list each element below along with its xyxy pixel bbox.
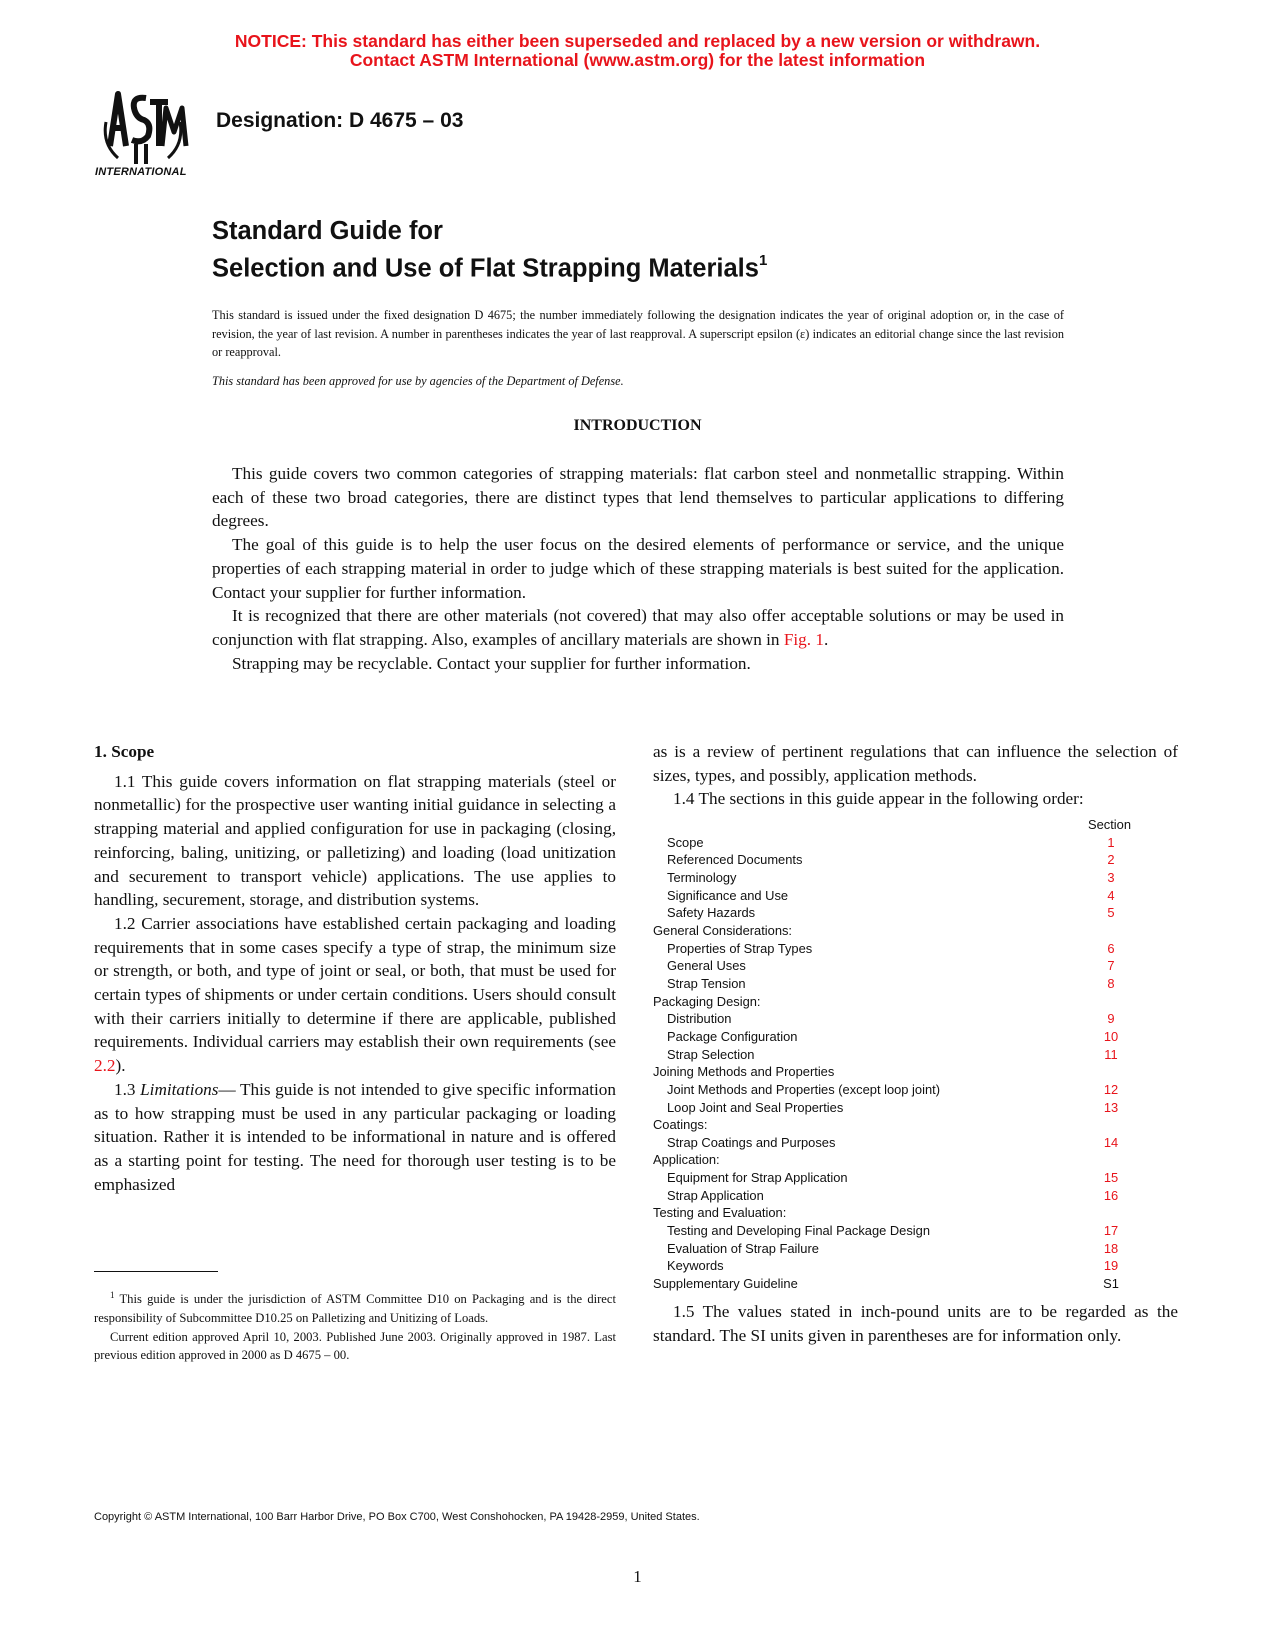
intro-p3-end: .: [823, 629, 829, 649]
intro-p3-text: It is recognized that there are other materials (not covered) that may also offer acceptable solutions or may be used in conjunction with flat strapping. Also, examples of ancillary materials are shown in: [212, 606, 1064, 649]
toc-row: [653, 1134, 1131, 1152]
sections-table: [653, 816, 1131, 1293]
limitations-label: Limitations: [140, 1079, 219, 1099]
toc-row: [653, 1151, 1131, 1169]
section-1-3-num: 1.3: [114, 1079, 141, 1099]
toc-section-link[interactable]: 4: [1107, 887, 1115, 903]
section-1-3-continued: as is a review of pertinent regulations that can influence the selection of sizes, types, and possibly, application methods.: [653, 742, 1178, 785]
toc-row: [653, 1010, 1131, 1028]
intro-paragraph-2: The goal of this guide is to help the user focus on the desired elements of performance or service, and the unique properties of each strapping material in order to judge which of these strapping materials is best suited for the application. Contact your supplier for further information.: [212, 535, 1064, 602]
toc-row: [653, 922, 1131, 940]
title-line-2-text: Selection and Use of Flat Strapping Materials: [212, 254, 759, 283]
toc-label: Application:: [653, 1152, 720, 1168]
toc-row: [653, 851, 1131, 869]
toc-label: Loop Joint and Seal Properties: [667, 1099, 844, 1115]
toc-section-link: [1091, 1116, 1131, 1134]
notice-banner: [0, 32, 1275, 70]
intro-paragraph-4: Strapping may be recyclable. Contact your supplier for further information.: [232, 653, 751, 673]
toc-label: Equipment for Strap Application: [667, 1170, 848, 1186]
right-column-lower: [653, 1300, 1178, 1347]
toc-section-link[interactable]: 6: [1107, 940, 1115, 956]
title-line-2: [212, 247, 767, 285]
section-1-3-text: — This guide is not intended to give specific information as to how strapping must be used in any particular packaging or loading situation. Rather it is intended to be informational in nature and is offered as a starting point for testing. The need for thorough user testing is to be emphasized: [94, 1079, 616, 1194]
toc-label: Scope: [667, 834, 704, 850]
toc-label: Joint Methods and Properties (except loop joint): [667, 1081, 941, 1097]
toc-label: Supplementary Guideline: [653, 1276, 798, 1292]
toc-row: [653, 975, 1131, 993]
logo-wordmark: INTERNATIONAL: [95, 166, 187, 178]
toc-section-link[interactable]: 5: [1107, 905, 1115, 921]
footnote-paragraph-1: [94, 1286, 616, 1328]
toc-label: Strap Application: [667, 1187, 764, 1203]
toc-section-link: S1: [1103, 1276, 1119, 1292]
intro-paragraph-3: [212, 604, 1064, 651]
toc-section-link[interactable]: 15: [1103, 1170, 1119, 1186]
toc-section-link[interactable]: 12: [1103, 1081, 1119, 1097]
toc-rows: [653, 834, 1131, 1293]
toc-label: Strap Coatings and Purposes: [667, 1134, 836, 1150]
toc-section-link[interactable]: 3: [1107, 869, 1115, 885]
toc-label: Distribution: [667, 1011, 732, 1027]
section-1-2-end: ).: [115, 1056, 126, 1076]
left-column: [94, 740, 616, 1196]
toc-row: [653, 1099, 1131, 1117]
dod-note: This standard has been approved for use by agencies of the Department of Defense.: [212, 374, 624, 388]
designation: Designation: D 4675 – 03: [216, 109, 464, 132]
fig-1-link[interactable]: Fig. 1: [783, 629, 824, 649]
toc-row: [653, 1169, 1131, 1187]
toc-row: [653, 1028, 1131, 1046]
footnote-text-1: This guide is under the jurisdiction of ASTM Committee D10 on Packaging and is the direct responsibility of Subcommittee D10.25 on Palletizing and Unitizing of Loads.: [94, 1292, 616, 1325]
section-1-5: 1.5 The values stated in inch-pound units are to be regarded as the standard. The SI units given in parentheses are for information only.: [653, 1302, 1178, 1345]
section-1-2-text: 1.2 Carrier associations have established certain packaging and loading requirements that in some cases specify a type of strap, the minimum size or strength, or both, and type of joint or seal, or both, that must be used for certain types of shipments or under certain conditions. Users should consult with their carriers initially to determine if there are applicable, published requirements. Individual carriers may establish their own requirements (see: [94, 913, 616, 1052]
toc-label: Testing and Developing Final Package Design: [667, 1223, 930, 1239]
toc-section-link[interactable]: 13: [1103, 1099, 1119, 1115]
toc-section-link[interactable]: 16: [1103, 1187, 1119, 1203]
toc-section-link: [1091, 1063, 1131, 1081]
toc-label: Testing and Evaluation:: [653, 1205, 787, 1221]
issued-note: This standard is issued under the fixed designation D 4675; the number immediately following the designation indicates the year of original adoption or, in the case of revision, the year of last revision. A number in parentheses indicates the year of last reapproval. A superscript epsilon (ε) indicates an editorial change since the last revision or reapproval.: [212, 308, 1064, 359]
toc-label: General Considerations:: [653, 922, 793, 938]
toc-label: Coatings:: [653, 1117, 708, 1133]
title-footnote-mark[interactable]: 1: [758, 252, 768, 269]
scope-heading: 1. Scope: [94, 742, 155, 761]
toc-label: Strap Tension: [667, 975, 746, 991]
toc-row: [653, 993, 1131, 1011]
intro-paragraph-1: This guide covers two common categories of strapping materials: flat carbon steel and nonmetallic strapping. Within each of these two broad categories, there are distinct types that lend themselves to particular applications to differing degrees.: [212, 464, 1064, 531]
toc-label: Joining Methods and Properties: [653, 1064, 835, 1080]
toc-row: [653, 834, 1131, 852]
toc-row: [653, 957, 1131, 975]
toc-row: [653, 1275, 1131, 1293]
toc-section-link[interactable]: 1: [1107, 834, 1115, 850]
document-title: [212, 216, 767, 285]
toc-section-link[interactable]: 17: [1103, 1223, 1119, 1239]
toc-row: [653, 1046, 1131, 1064]
toc-label: Evaluation of Strap Failure: [667, 1240, 819, 1256]
toc-row: [653, 1187, 1131, 1205]
section-1-2: [94, 912, 616, 1078]
toc-section-link: [1091, 1204, 1131, 1222]
toc-section-link[interactable]: 9: [1107, 1011, 1115, 1027]
title-line-1: Standard Guide for: [212, 217, 443, 245]
toc-section-link: [1091, 922, 1131, 940]
introduction-heading: INTRODUCTION: [573, 417, 702, 434]
toc-column-header: Section: [1088, 817, 1131, 832]
copyright: Copyright © ASTM International, 100 Barr Harbor Drive, PO Box C700, West Conshohocken, PA 19428-2959, United States.: [94, 1511, 700, 1523]
section-2-2-link[interactable]: 2.2: [94, 1056, 116, 1076]
introduction-body: [212, 462, 1064, 675]
toc-row: [653, 1222, 1131, 1240]
toc-label: Referenced Documents: [667, 852, 803, 868]
footnote: [94, 1286, 616, 1365]
toc-row: [653, 1116, 1131, 1134]
toc-row: [653, 1204, 1131, 1222]
footnote-rule: [94, 1271, 218, 1272]
toc-section-link: [1091, 1151, 1131, 1169]
section-1-1: 1.1 This guide covers information on flat strapping materials (steel or nonmetallic) for the prospective user wanting initial guidance in selecting a strapping material and applied configuration for use in packaging (closing, reinforcing, baling, unitizing, or palletizing) and loading (load unitization and securement to transport vehicle) applications. The use applies to handling, securement, storage, and distribution systems.: [94, 771, 616, 910]
toc-label: General Uses: [667, 958, 746, 974]
toc-section-link[interactable]: 10: [1103, 1028, 1119, 1044]
toc-section-link: [1091, 993, 1131, 1011]
toc-section-link[interactable]: 11: [1104, 1046, 1118, 1062]
toc-section-link[interactable]: 18: [1103, 1240, 1119, 1256]
toc-section-link[interactable]: 8: [1107, 975, 1115, 991]
toc-row: [653, 1240, 1131, 1258]
toc-label: Keywords: [667, 1258, 724, 1274]
toc-label: Strap Selection: [667, 1046, 755, 1062]
toc-section-link[interactable]: 19: [1103, 1258, 1119, 1274]
toc-label: Packaging Design:: [653, 993, 761, 1009]
footnote-paragraph-2: Current edition approved April 10, 2003. Published June 2003. Originally approved in 1987. Last previous edition approved in 2000 as D 4675 – 00.: [94, 1329, 616, 1363]
toc-row: [653, 1063, 1131, 1081]
toc-row: [653, 869, 1131, 887]
toc-row: [653, 1081, 1131, 1099]
toc-label: Safety Hazards: [667, 905, 756, 921]
toc-label: Significance and Use: [667, 887, 789, 903]
toc-label: Package Configuration: [667, 1028, 798, 1044]
toc-row: [653, 904, 1131, 922]
toc-label: Terminology: [667, 869, 737, 885]
toc-row: [653, 887, 1131, 905]
section-1-4: 1.4 The sections in this guide appear in the following order:: [673, 789, 1084, 809]
toc-row: [653, 1257, 1131, 1275]
section-1-3: [94, 1078, 616, 1197]
notice-line-1: NOTICE: This standard has either been superseded and replaced by a new version or withdrawn.: [234, 31, 1041, 51]
footnote-mark: 1: [110, 1290, 115, 1300]
toc-section-link[interactable]: 7: [1107, 958, 1115, 974]
toc-label: Properties of Strap Types: [667, 940, 813, 956]
right-column: [653, 740, 1178, 811]
toc-section-link[interactable]: 14: [1103, 1134, 1119, 1150]
toc-section-link[interactable]: 2: [1107, 852, 1115, 868]
notice-line-2: Contact ASTM International (www.astm.org) for the latest information: [349, 50, 926, 70]
page-number: 1: [633, 1567, 642, 1586]
toc-row: [653, 940, 1131, 958]
